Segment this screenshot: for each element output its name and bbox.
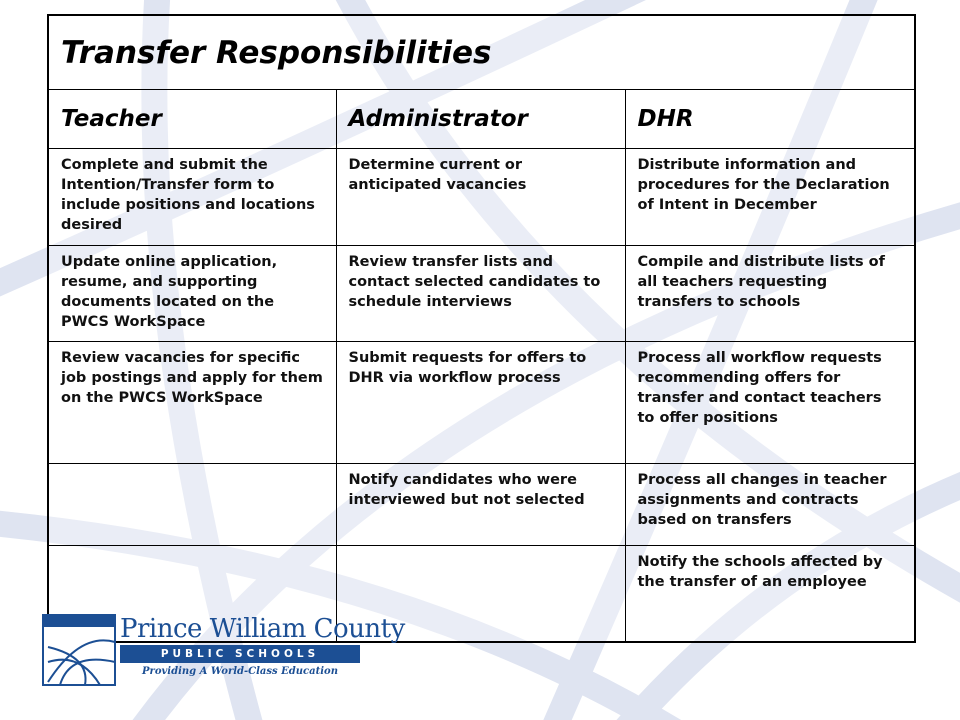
title-row	[48, 15, 915, 90]
table-cell: Process all changes in teacher assignments and contracts based on transfers	[625, 464, 915, 546]
table-cell: Complete and submit the Intention/Transfer form to include positions and locations desired	[48, 149, 336, 246]
table-cell: Determine current or anticipated vacancies	[336, 149, 625, 246]
table-cell: Process all workflow requests recommending offers for transfer and contact teachers to offer positions	[625, 342, 915, 464]
column-header-dhr: DHR	[625, 90, 915, 149]
table-row	[48, 149, 915, 246]
header-row	[48, 90, 915, 149]
table-cell: Submit requests for offers to DHR via workflow process	[336, 342, 625, 464]
table-cell	[48, 464, 336, 546]
table-row	[48, 342, 915, 464]
pwcs-logo	[40, 612, 405, 688]
globe-emblem-icon	[40, 612, 118, 688]
table-cell: Distribute information and procedures for the Declaration of Intent in December	[625, 149, 915, 246]
column-header-teacher: Teacher	[48, 90, 336, 149]
table-cell: Notify candidates who were interviewed but not selected	[336, 464, 625, 546]
logo-subtitle: PUBLIC SCHOOLS	[120, 645, 360, 663]
table-cell: Review vacancies for specific job postings and apply for them on the PWCS WorkSpace	[48, 342, 336, 464]
logo-name: Prince William County	[120, 614, 405, 644]
table-cell: Review transfer lists and contact selected candidates to schedule interviews	[336, 246, 625, 342]
table-cell: Compile and distribute lists of all teachers requesting transfers to schools	[625, 246, 915, 342]
table-row	[48, 246, 915, 342]
table-cell: Notify the schools affected by the transfer of an employee	[625, 546, 915, 642]
logo-tagline: Providing A World-Class Education	[142, 666, 338, 677]
responsibilities-table	[47, 14, 916, 643]
table-cell: Update online application, resume, and supporting documents located on the PWCS WorkSpace	[48, 246, 336, 342]
page-title: Transfer Responsibilities	[48, 15, 915, 90]
table-row	[48, 464, 915, 546]
column-header-administrator: Administrator	[336, 90, 625, 149]
